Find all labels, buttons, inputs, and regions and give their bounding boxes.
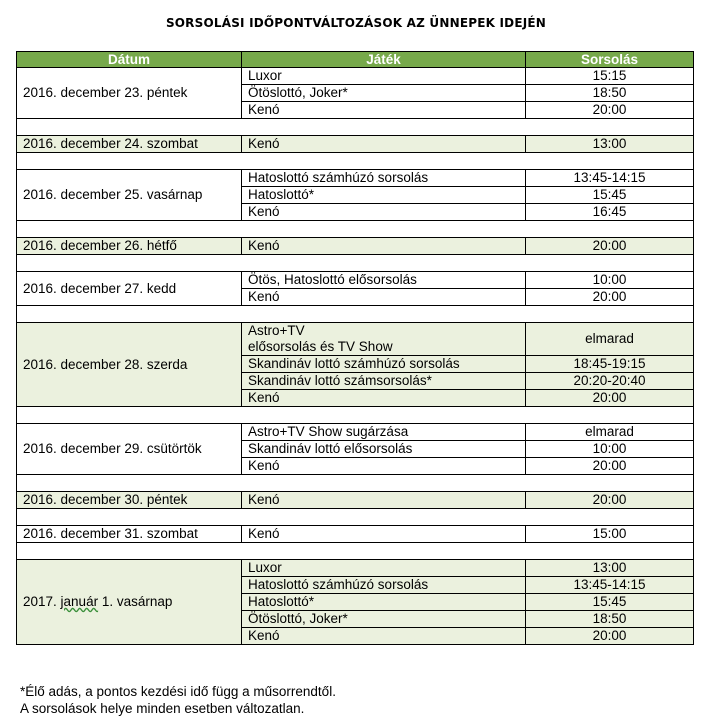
spacer-cell [17, 153, 694, 170]
spacer-row [17, 119, 694, 136]
time-cell: 18:45-19:15 [526, 356, 694, 373]
game-cell: Luxor [242, 68, 526, 85]
time-cell: 20:00 [526, 238, 694, 255]
time-cell: 20:00 [526, 390, 694, 407]
game-cell: Astro+TV Show sugárzása [242, 424, 526, 441]
page-title: SORSOLÁSI IDŐPONTVÁLTOZÁSOK AZ ÜNNEPEK IDEJÉN [165, 16, 547, 30]
time-cell: 10:00 [526, 272, 694, 289]
date-cell: 2016. december 31. szombat [17, 526, 242, 543]
time-cell: 15:45 [526, 187, 694, 204]
time-cell: 18:50 [526, 611, 694, 628]
date-cell: 2016. december 27. kedd [17, 272, 242, 306]
table-row [17, 170, 694, 187]
game-cell: Ötöslottó, Joker* [242, 85, 526, 102]
game-cell: Kenó [242, 289, 526, 306]
game-cell: Kenó [242, 390, 526, 407]
date-cell: 2016. december 25. vasárnap [17, 170, 242, 221]
footnote [20, 683, 336, 717]
date-month: január [60, 594, 99, 609]
date-cell: 2016. december 29. csütörtök [17, 424, 242, 475]
date-cell [17, 560, 242, 645]
date-cell: 2016. december 28. szerda [17, 323, 242, 407]
spacer-cell [17, 119, 694, 136]
table-row [17, 492, 694, 509]
header-game: Játék [242, 52, 526, 68]
time-cell: 18:50 [526, 85, 694, 102]
spacer-cell [17, 221, 694, 238]
schedule-table [16, 51, 694, 645]
spacer-row [17, 475, 694, 492]
game-cell: Kenó [242, 526, 526, 543]
game-cell [242, 323, 526, 356]
header-draw: Sorsolás [526, 52, 694, 68]
spacer-row [17, 153, 694, 170]
time-cell: 20:00 [526, 492, 694, 509]
game-cell: Ötöslottó, Joker* [242, 611, 526, 628]
date-day: 1. vasárnap [98, 594, 173, 609]
game-cell: Skandináv lottó számsorsolás* [242, 373, 526, 390]
game-cell: Kenó [242, 492, 526, 509]
spacer-row [17, 543, 694, 560]
header-date: Dátum [17, 52, 242, 68]
spacer-row [17, 509, 694, 526]
table-row [17, 526, 694, 543]
game-cell: Hatoslottó számhúzó sorsolás [242, 170, 526, 187]
date-cell: 2016. december 26. hétfő [17, 238, 242, 255]
spacer-row [17, 255, 694, 272]
footnote-line: *Élő adás, a pontos kezdési idő függ a műsorrendtől. [20, 684, 336, 699]
table-row [17, 238, 694, 255]
spacer-cell [17, 306, 694, 323]
game-cell: Kenó [242, 238, 526, 255]
game-cell: Hatoslottó* [242, 187, 526, 204]
spacer-row [17, 306, 694, 323]
header-row [17, 52, 694, 68]
spacer-cell [17, 255, 694, 272]
time-cell: 15:15 [526, 68, 694, 85]
time-cell: 13:45-14:15 [526, 577, 694, 594]
game-cell: Skandináv lottó számhúzó sorsolás [242, 356, 526, 373]
date-cell: 2016. december 30. péntek [17, 492, 242, 509]
table-row [17, 272, 694, 289]
date-cell: 2016. december 24. szombat [17, 136, 242, 153]
spacer-cell [17, 407, 694, 424]
time-cell: elmarad [526, 424, 694, 441]
spacer-cell [17, 543, 694, 560]
game-line: elősorsolás és TV Show [248, 339, 393, 354]
time-cell: 15:00 [526, 526, 694, 543]
time-cell: 20:00 [526, 458, 694, 475]
time-cell: 20:00 [526, 102, 694, 119]
time-cell: 13:00 [526, 136, 694, 153]
spacer-cell [17, 475, 694, 492]
time-cell: 20:00 [526, 628, 694, 645]
table-row [17, 68, 694, 85]
game-cell: Kenó [242, 628, 526, 645]
game-cell: Kenó [242, 136, 526, 153]
spacer-cell [17, 509, 694, 526]
date-cell: 2016. december 23. péntek [17, 68, 242, 119]
time-cell: 13:00 [526, 560, 694, 577]
date-year: 2017. [23, 594, 61, 609]
game-cell: Kenó [242, 102, 526, 119]
time-cell: 20:20-20:40 [526, 373, 694, 390]
time-cell: 15:45 [526, 594, 694, 611]
game-cell: Hatoslottó* [242, 594, 526, 611]
game-cell: Kenó [242, 458, 526, 475]
spacer-row [17, 407, 694, 424]
game-cell: Skandináv lottó elősorsolás [242, 441, 526, 458]
time-cell: 20:00 [526, 289, 694, 306]
table-row [17, 323, 694, 356]
game-cell: Hatoslottó számhúzó sorsolás [242, 577, 526, 594]
time-cell: 16:45 [526, 204, 694, 221]
table-row [17, 560, 694, 577]
time-cell: 13:45-14:15 [526, 170, 694, 187]
game-cell: Ötös, Hatoslottó elősorsolás [242, 272, 526, 289]
game-line: Astro+TV [248, 323, 305, 338]
time-cell: 10:00 [526, 441, 694, 458]
table-row [17, 136, 694, 153]
game-cell: Kenó [242, 204, 526, 221]
time-cell: elmarad [526, 323, 694, 356]
table-row [17, 424, 694, 441]
spacer-row [17, 221, 694, 238]
footnote-line: A sorsolások helye minden esetben változatlan. [20, 701, 305, 716]
game-cell: Luxor [242, 560, 526, 577]
